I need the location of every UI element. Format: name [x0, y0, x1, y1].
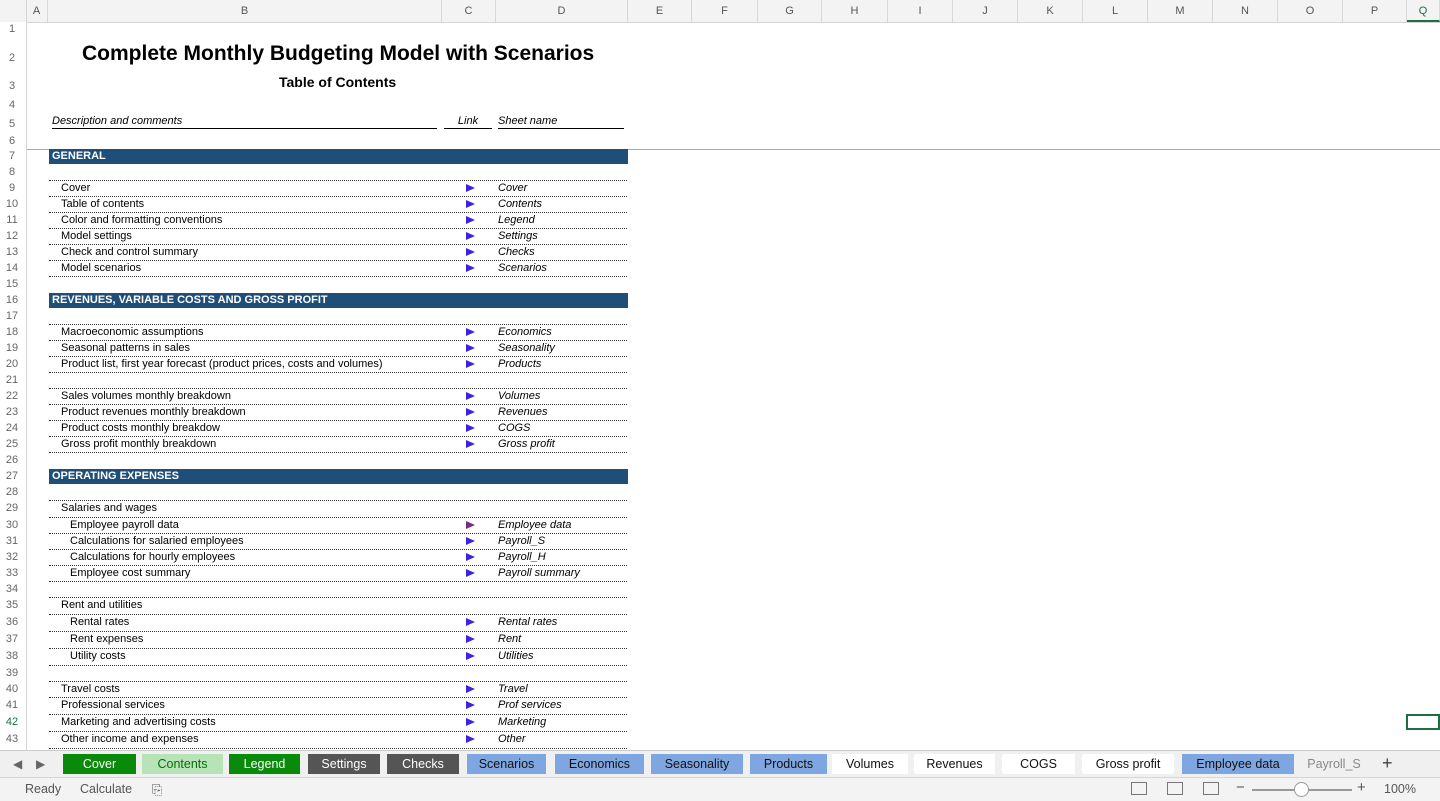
toc-item-sheet[interactable]: Payroll_S: [498, 535, 546, 547]
row-header[interactable]: 7: [8, 150, 16, 162]
column-header[interactable]: N: [1213, 0, 1278, 22]
row-divider: [49, 404, 627, 405]
row-header[interactable]: 31: [5, 535, 19, 547]
row-header[interactable]: 25: [5, 438, 19, 450]
row-header[interactable]: 39: [5, 667, 19, 679]
sheet-tab[interactable]: Products: [750, 754, 827, 774]
column-header[interactable]: Q: [1407, 0, 1440, 22]
link-arrow-icon[interactable]: [466, 537, 475, 545]
toc-item-description: Table of contents: [61, 198, 145, 210]
toc-item-sheet[interactable]: Payroll_H: [498, 551, 546, 563]
row-divider: [49, 436, 627, 437]
row-divider: [49, 276, 627, 277]
toc-item-sheet[interactable]: Rental rates: [498, 616, 558, 628]
sheet-tab[interactable]: Contents: [142, 754, 223, 774]
scroll-tabs-right-icon[interactable]: ▶: [36, 757, 46, 771]
toc-item-description: Employee payroll data: [70, 519, 179, 531]
row-header[interactable]: 30: [5, 519, 19, 531]
row-header[interactable]: 12: [5, 230, 19, 242]
toc-item-description: Cover: [61, 182, 91, 194]
row-header[interactable]: 11: [6, 214, 18, 226]
toc-item-description: Sales volumes monthly breakdown: [61, 390, 231, 402]
row-divider: [49, 565, 627, 566]
toc-item-sheet[interactable]: Volumes: [498, 390, 541, 402]
row-header[interactable]: 36: [5, 616, 19, 628]
toc-item-description: Product costs monthly breakdow: [61, 422, 220, 434]
column-header[interactable]: A: [26, 0, 48, 22]
toc-item-description: Rental rates: [70, 616, 130, 628]
toc-item-description: Gross profit monthly breakdown: [61, 438, 217, 450]
toc-item-sheet[interactable]: Scenarios: [498, 262, 547, 274]
sheet-tab[interactable]: Seasonality: [651, 754, 743, 774]
page-break-view-icon[interactable]: [1203, 782, 1219, 795]
toc-item-sheet[interactable]: Settings: [498, 230, 538, 242]
link-arrow-icon[interactable]: [466, 328, 475, 336]
row-header[interactable]: 37: [5, 633, 19, 645]
link-arrow-icon[interactable]: [466, 735, 475, 743]
toc-item-description: Rent expenses: [70, 633, 144, 645]
row-divider: [49, 500, 627, 501]
row-header[interactable]: 2: [8, 52, 16, 64]
toc-item-sheet[interactable]: Employee data: [498, 519, 572, 531]
section-header-revenues: REVENUES, VARIABLE COSTS AND GROSS PROFIT: [49, 293, 628, 308]
row-divider: [49, 517, 627, 518]
row-divider: [49, 614, 627, 615]
link-arrow-icon[interactable]: [466, 718, 475, 726]
toc-item-sheet[interactable]: COGS: [498, 422, 531, 434]
zoom-level[interactable]: 100%: [1384, 782, 1416, 796]
section-header-opex: OPERATING EXPENSES: [49, 469, 628, 484]
row-divider: [49, 631, 627, 632]
row-divider: [49, 356, 627, 357]
toc-item-description: Calculations for hourly employees: [70, 551, 236, 563]
row-divider: [49, 748, 627, 749]
toc-item-sheet[interactable]: Travel: [498, 683, 528, 695]
zoom-slider-thumb[interactable]: [1294, 782, 1309, 797]
row-header[interactable]: 26: [5, 454, 19, 466]
row-divider: [49, 196, 627, 197]
row-header[interactable]: 18: [5, 326, 19, 338]
status-ready: Ready: [25, 782, 62, 796]
row-divider: [49, 260, 627, 261]
sheet-tab[interactable]: Volumes: [832, 754, 908, 774]
row-header[interactable]: 34: [5, 583, 19, 595]
row-divider: [49, 228, 627, 229]
row-header[interactable]: 40: [5, 683, 19, 695]
row-header-bar: [0, 22, 27, 750]
sheet-tab[interactable]: Gross profit: [1082, 754, 1174, 774]
row-divider: [49, 697, 627, 698]
toc-item-description: Product list, first year forecast (product prices, costs and volumes): [61, 358, 383, 370]
toc-item-sheet[interactable]: Seasonality: [498, 342, 555, 354]
row-divider: [49, 452, 627, 453]
toc-item-description: Seasonal patterns in sales: [61, 342, 191, 354]
active-cell-selection[interactable]: [1406, 714, 1440, 730]
link-arrow-icon[interactable]: [466, 344, 475, 352]
row-header[interactable]: 22: [5, 390, 19, 402]
row-header[interactable]: 28: [5, 486, 19, 498]
group-label-rent: Rent and utilities: [61, 599, 143, 611]
toc-item-sheet[interactable]: Revenues: [498, 406, 548, 418]
row-divider: [49, 681, 627, 682]
link-header: Link: [444, 115, 492, 129]
sheet-tab[interactable]: Checks: [387, 754, 459, 774]
sheet-name-header: Sheet name: [498, 115, 624, 129]
column-header[interactable]: B: [48, 0, 442, 22]
link-arrow-icon[interactable]: [466, 701, 475, 709]
row-divider: [49, 212, 627, 213]
row-header[interactable]: 35: [5, 599, 19, 611]
row-header[interactable]: 19: [5, 342, 19, 354]
sheet-tab[interactable]: Economics: [555, 754, 644, 774]
toc-item-sheet[interactable]: Other: [498, 733, 526, 745]
row-header[interactable]: 8: [8, 166, 16, 178]
toc-item-description: Other income and expenses: [61, 733, 199, 745]
row-header[interactable]: 42: [5, 716, 19, 728]
row-header[interactable]: 16: [5, 294, 19, 306]
row-header[interactable]: 27: [5, 470, 19, 482]
toc-item-sheet[interactable]: Marketing: [498, 716, 547, 728]
toc-item-description: Travel costs: [61, 683, 120, 695]
column-header[interactable]: K: [1018, 0, 1083, 22]
link-arrow-icon[interactable]: [466, 635, 475, 643]
toc-item-sheet[interactable]: Contents: [498, 198, 543, 210]
scroll-tabs-left-icon[interactable]: ◀: [13, 757, 23, 771]
row-divider: [49, 324, 627, 325]
row-header[interactable]: 9: [8, 182, 16, 194]
link-arrow-icon[interactable]: [466, 440, 475, 448]
toc-item-description: Color and formatting conventions: [61, 214, 223, 226]
section-header-general: GENERAL: [49, 149, 628, 164]
toc-item-description: Utility costs: [70, 650, 126, 662]
row-divider: [49, 180, 627, 181]
link-arrow-icon[interactable]: [466, 569, 475, 577]
toc-item-sheet[interactable]: Utilities: [498, 650, 534, 662]
row-divider: [49, 581, 627, 582]
row-header[interactable]: 10: [5, 198, 19, 210]
page-subtitle: Table of Contents: [279, 74, 397, 90]
link-arrow-icon[interactable]: [466, 184, 475, 192]
column-header[interactable]: G: [758, 0, 822, 22]
page-title: Complete Monthly Budgeting Model with Scenarios: [82, 42, 595, 65]
sheet-tab[interactable]: Revenues: [914, 754, 995, 774]
row-header[interactable]: 41: [5, 699, 19, 711]
toc-item-description: Professional services: [61, 699, 165, 711]
link-arrow-icon[interactable]: [466, 424, 475, 432]
zoom-out-icon[interactable]: −: [1236, 779, 1245, 796]
toc-item-description: Calculations for salaried employees: [70, 535, 244, 547]
sheet-tab[interactable]: COGS: [1002, 754, 1075, 774]
toc-item-sheet[interactable]: Prof services: [498, 699, 562, 711]
column-header[interactable]: C: [442, 0, 496, 22]
column-header[interactable]: L: [1083, 0, 1148, 22]
link-arrow-icon[interactable]: [466, 360, 475, 368]
toc-item-description: Model scenarios: [61, 262, 142, 274]
column-header[interactable]: J: [953, 0, 1018, 22]
worksheet-grid[interactable]: [27, 22, 1440, 750]
sheet-tab[interactable]: Settings: [308, 754, 380, 774]
zoom-in-icon[interactable]: +: [1357, 779, 1366, 796]
link-arrow-icon[interactable]: [466, 216, 475, 224]
row-header[interactable]: 17: [5, 310, 19, 322]
row-header[interactable]: 33: [5, 567, 19, 579]
column-header[interactable]: D: [496, 0, 628, 22]
toc-item-sheet[interactable]: Legend: [498, 214, 535, 226]
sheet-tab-bar: [0, 750, 1440, 778]
group-label-salaries: Salaries and wages: [61, 502, 158, 514]
toc-item-sheet[interactable]: Products: [498, 358, 542, 370]
toc-item-sheet[interactable]: Economics: [498, 326, 552, 338]
row-header[interactable]: 1: [8, 23, 16, 35]
calculate-button[interactable]: Calculate: [80, 782, 133, 796]
select-all-corner[interactable]: [0, 0, 27, 22]
row-header[interactable]: 32: [5, 551, 19, 563]
row-divider: [49, 648, 627, 649]
row-divider: [49, 533, 627, 534]
toc-item-sheet[interactable]: Payroll summary: [498, 567, 580, 579]
row-header[interactable]: 4: [8, 99, 16, 111]
link-arrow-icon[interactable]: [466, 618, 475, 626]
row-header[interactable]: 5: [8, 118, 16, 130]
row-header[interactable]: 3: [8, 80, 16, 92]
toc-item-description: Check and control summary: [61, 246, 198, 258]
column-header[interactable]: F: [692, 0, 758, 22]
row-divider: [49, 388, 627, 389]
column-header[interactable]: I: [888, 0, 953, 22]
toc-item-description: Product revenues monthly breakdown: [61, 406, 246, 418]
accessibility-icon[interactable]: ⎘: [152, 782, 163, 797]
row-header[interactable]: 21: [5, 374, 19, 386]
column-header[interactable]: M: [1148, 0, 1213, 22]
row-header[interactable]: 15: [5, 278, 19, 290]
link-arrow-icon[interactable]: [466, 652, 475, 660]
link-arrow-icon[interactable]: [466, 521, 475, 529]
row-header[interactable]: 13: [5, 246, 19, 258]
sheet-tab[interactable]: Legend: [229, 754, 300, 774]
link-arrow-icon[interactable]: [466, 248, 475, 256]
toc-item-description: Employee cost summary: [70, 567, 191, 579]
status-bar: [0, 777, 1440, 801]
sheet-tab[interactable]: Payroll_S: [1300, 754, 1368, 774]
toc-item-sheet[interactable]: Cover: [498, 182, 528, 194]
row-divider: [49, 372, 627, 373]
toc-item-description: Marketing and advertising costs: [61, 716, 216, 728]
link-arrow-icon[interactable]: [466, 685, 475, 693]
row-divider: [49, 731, 627, 732]
row-header[interactable]: 23: [5, 406, 19, 418]
row-header[interactable]: 20: [5, 358, 19, 370]
link-arrow-icon[interactable]: [466, 232, 475, 240]
row-divider: [49, 340, 627, 341]
column-header[interactable]: H: [822, 0, 888, 22]
link-arrow-icon[interactable]: [466, 392, 475, 400]
row-divider: [49, 597, 627, 598]
sheet-tab[interactable]: Scenarios: [467, 754, 546, 774]
row-header[interactable]: 38: [5, 650, 19, 662]
row-header[interactable]: 24: [5, 422, 19, 434]
toc-item-sheet[interactable]: Checks: [498, 246, 535, 258]
normal-view-icon[interactable]: [1131, 782, 1147, 795]
row-divider: [49, 714, 627, 715]
toc-item-description: Model settings: [61, 230, 132, 242]
row-divider: [49, 244, 627, 245]
row-header[interactable]: 29: [5, 502, 19, 514]
link-arrow-icon[interactable]: [466, 264, 475, 272]
row-divider: [49, 665, 627, 666]
toc-item-sheet[interactable]: Rent: [498, 633, 522, 645]
add-sheet-icon[interactable]: +: [1382, 753, 1393, 773]
column-header[interactable]: O: [1278, 0, 1343, 22]
link-arrow-icon[interactable]: [466, 200, 475, 208]
link-arrow-icon[interactable]: [466, 553, 475, 561]
toc-item-sheet[interactable]: Gross profit: [498, 438, 555, 450]
link-arrow-icon[interactable]: [466, 408, 475, 416]
row-divider: [49, 549, 627, 550]
sheet-tab[interactable]: Cover: [63, 754, 136, 774]
column-header-bar: [0, 0, 1440, 23]
description-header: Description and comments: [52, 115, 437, 129]
column-header[interactable]: P: [1343, 0, 1407, 22]
row-header[interactable]: 43: [5, 733, 19, 745]
sheet-tab[interactable]: Employee data: [1182, 754, 1294, 774]
row-divider: [49, 420, 627, 421]
column-header[interactable]: E: [628, 0, 692, 22]
page-layout-view-icon[interactable]: [1167, 782, 1183, 795]
toc-item-description: Macroeconomic assumptions: [61, 326, 204, 338]
row-header[interactable]: 14: [5, 262, 19, 274]
row-header[interactable]: 6: [8, 135, 16, 147]
